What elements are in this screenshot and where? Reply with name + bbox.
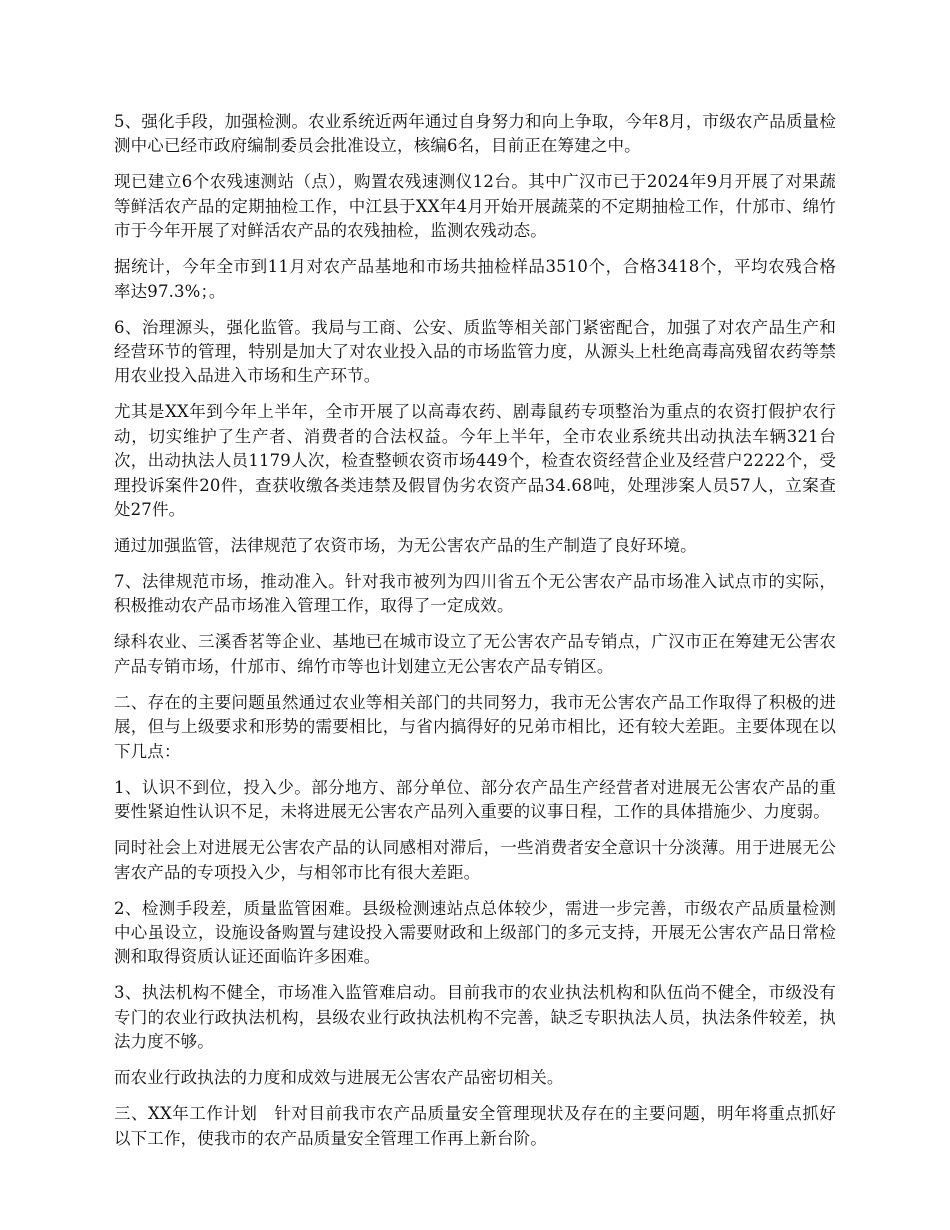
paragraph-8: 绿科农业、三溪香茗等企业、基地已在城市设立了无公害农产品专销点，广汉市正在筹建无公害农产品专销市场，什邡市、绵竹市等也计划建立无公害农产品专销区。: [114, 632, 836, 676]
paragraph-1: 5、强化手段，加强检测。农业系统近两年通过自身努力和向上争取，今年8月，市级农产品质量检测中心已经市政府编制委员会批准设立，核编6名，目前正在筹建之中。: [114, 112, 836, 156]
paragraph-11: 同时社会上对进展无公害农产品的认同感相对滞后，一些消费者安全意识十分淡薄。用于进展无公害农产品的专项投入少，与相邻市比有很大差距。: [114, 838, 836, 882]
paragraph-2: 现已建立6个农残速测站（点），购置农残速测仪12台。其中广汉市已于2024年9月开展了对果蔬等鲜活农产品的定期抽检工作，中江县于XX年4月开始开展蔬菜的不定期抽检工作，什邡市、绵竹市于今年开展了对鲜活农产品的农残抽检，监测农残动态。: [114, 172, 836, 241]
paragraph-15: 三、XX年工作计划 针对目前我市农产品质量安全管理现状及存在的主要问题，明年将重点抓好以下工作，使我市的农产品质量安全管理工作再上新台阶。: [114, 1104, 836, 1148]
paragraph-4: 6、治理源头，强化监管。我局与工商、公安、质监等相关部门紧密配合，加强了对农产品生产和经营环节的管理，特别是加大了对农业投入品的市场监管力度，从源头上杜绝高毒高残留农药等禁用农业投入品进入市场和生产环节。: [114, 317, 836, 386]
paragraph-5: 尤其是XX年到今年上半年，全市开展了以高毒农药、剧毒鼠药专项整治为重点的农资打假护农行动，切实维护了生产者、消费者的合法权益。今年上半年，全市农业系统共出动执法车辆321台次，出动执法人员1179人次，检查整顿农资市场449个，检查农资经营企业及经营户2222个，受理投诉案件20件，查获收缴各类违禁及假冒伪劣农资产品34.68吨，处理涉案人员57人，立案查处27件。: [114, 402, 836, 520]
paragraph-12: 2、检测手段差，质量监管困难。县级检测速站点总体较少，需进一步完善，市级农产品质量检测中心虽设立，设施设备购置与建设投入需要财政和上级部门的多元支持，开展无公害农产品日常检测和取得资质认证还面临许多困难。: [114, 898, 836, 967]
paragraph-10: 1、认识不到位，投入少。部分地方、部分单位、部分农产品生产经营者对进展无公害农产品的重要性紧迫性认识不足，未将进展无公害农产品列入重要的议事日程，工作的具体措施少、力度弱。: [114, 777, 836, 822]
paragraph-7: 7、法律规范市场，推动准入。针对我市被列为四川省五个无公害农产品市场准入试点市的实际，积极推动农产品市场准入管理工作，取得了一定成效。: [114, 572, 836, 616]
paragraph-3: 据统计，今年全市到11月对农产品基地和市场共抽检样品3510个，合格3418个，平均农残合格率达97.3%；。: [114, 257, 836, 301]
paragraph-13: 3、执法机构不健全，市场准入监管难启动。目前我市的农业执法机构和队伍尚不健全，市级没有专门的农业行政执法机构，县级农业行政执法机构不完善，缺乏专职执法人员，执法条件较差，执法力度不够。: [114, 983, 836, 1052]
paragraph-9: 二、存在的主要问题虽然通过农业等相关部门的共同努力，我市无公害农产品工作取得了积极的进展，但与上级要求和形势的需要相比，与省内搞得好的兄弟市相比，还有较大差距。主要体现在以下几点：: [114, 692, 836, 761]
paragraph-14: 而农业行政执法的力度和成效与进展无公害农产品密切相关。: [114, 1068, 564, 1088]
paragraph-6: 通过加强监管，法律规范了农资市场，为无公害农产品的生产制造了良好环境。: [114, 536, 697, 556]
